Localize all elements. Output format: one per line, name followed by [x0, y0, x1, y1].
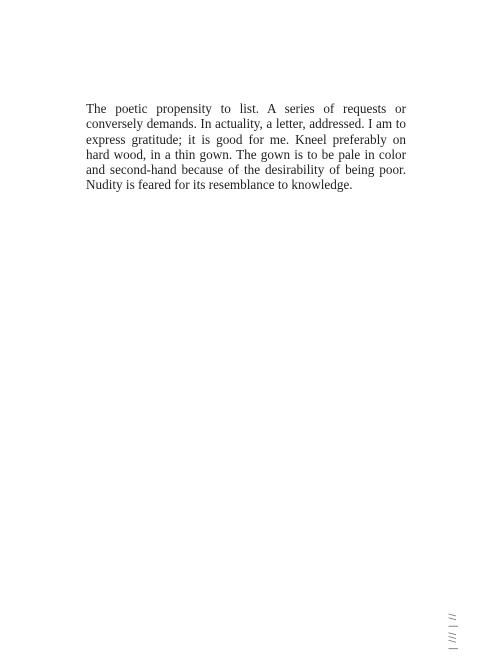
margin-mark-text: | /// | // [448, 612, 459, 650]
body-paragraph: The poetic propensity to list. A series of requests or conversely demands. In actuality, a letter, addressed. I am to express gratitude; it is good for me. Kneel preferably on hard wood, in a thin gown. The gown is to be pale in color and second-hand because of the desirability of being poor. Nudity is feared for its resemblance to knowledge. [86, 101, 406, 193]
margin-mark [444, 600, 464, 656]
